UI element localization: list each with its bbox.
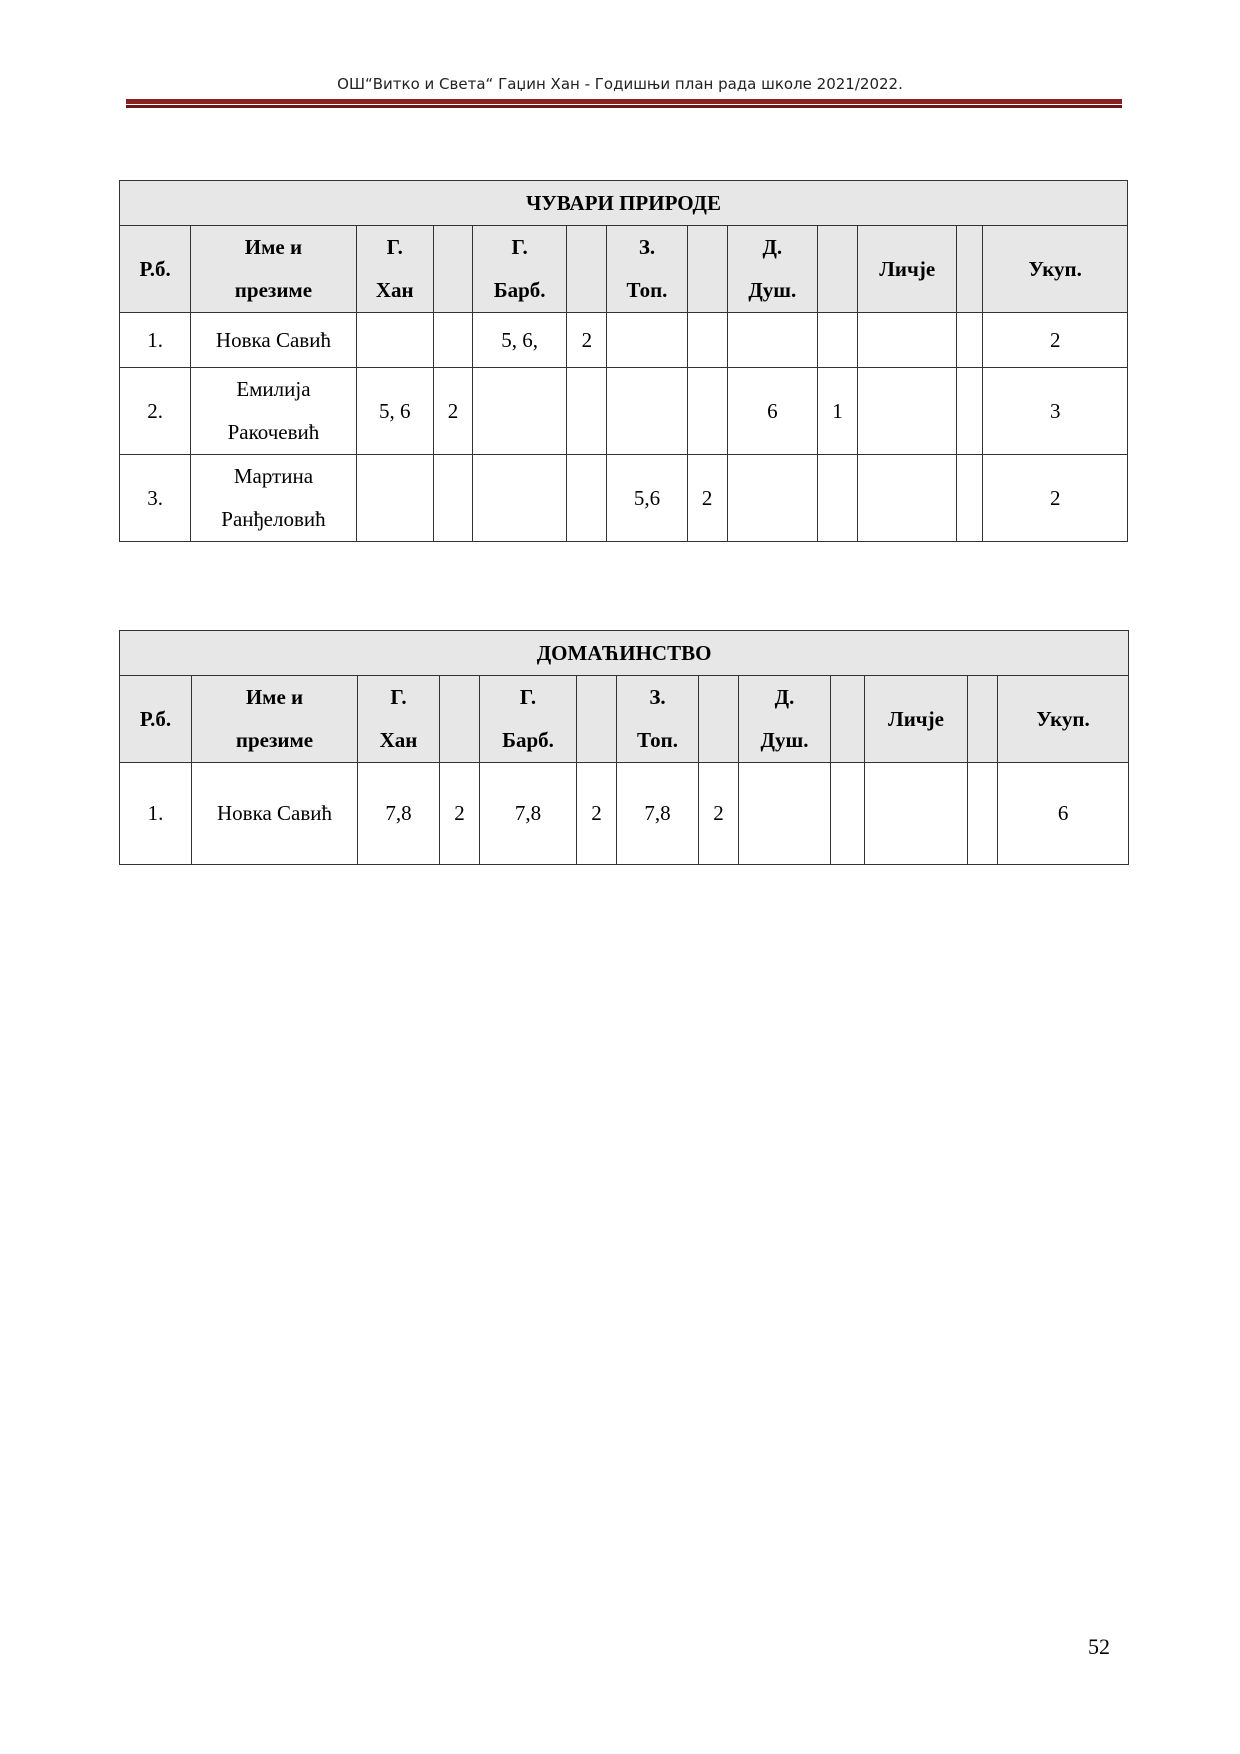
col-header-d-dush: Д. Душ. xyxy=(727,226,817,313)
cell-g-han-count: 2 xyxy=(440,763,480,865)
cell-ukup: 3 xyxy=(983,368,1128,455)
col-header-empty xyxy=(699,676,739,763)
cell-lichje-count xyxy=(957,368,983,455)
table-row xyxy=(120,455,1128,542)
header-rule-secondary xyxy=(126,105,1122,108)
col-header-empty xyxy=(968,676,998,763)
col-header-rb: Р.б. xyxy=(120,226,191,313)
col-header-name: Име и презиме xyxy=(192,676,358,763)
cell-g-barb-count: 2 xyxy=(567,313,607,368)
cell-d-dush xyxy=(727,455,817,542)
cell-rb: 1. xyxy=(120,313,191,368)
cell-ukup: 2 xyxy=(983,313,1128,368)
col-header-g-han: Г. Хан xyxy=(356,226,433,313)
table-header-row xyxy=(120,226,1128,313)
col-header-empty xyxy=(817,226,857,313)
col-header-empty xyxy=(440,676,480,763)
cell-ukup: 2 xyxy=(983,455,1128,542)
cell-z-top xyxy=(607,313,687,368)
cell-lichje-count xyxy=(957,313,983,368)
running-header: ОШ“Витко и Света“ Гаџин Хан - Годишњи план рада школе 2021/2022. xyxy=(337,75,903,93)
cell-z-top-count: 2 xyxy=(687,455,727,542)
cell-g-barb-count xyxy=(567,455,607,542)
cell-z-top-count xyxy=(687,368,727,455)
cell-rb: 1. xyxy=(120,763,192,865)
cell-z-top-count xyxy=(687,313,727,368)
col-header-g-barb: Г. Барб. xyxy=(473,226,567,313)
cell-g-han: 5, 6 xyxy=(356,368,433,455)
cell-g-barb-count xyxy=(567,368,607,455)
cell-lichje xyxy=(865,763,968,865)
cell-name: Емилија Ракочевић xyxy=(191,368,356,455)
col-header-ukup: Укуп. xyxy=(983,226,1128,313)
cell-name: Новка Савић xyxy=(192,763,358,865)
col-header-empty xyxy=(957,226,983,313)
col-header-empty xyxy=(577,676,617,763)
table-domacinstvo xyxy=(119,630,1129,865)
header-rule xyxy=(126,99,1122,104)
cell-lichje xyxy=(858,455,957,542)
col-header-z-top: З. Топ. xyxy=(617,676,699,763)
table-title: ДОМАЋИНСТВО xyxy=(120,631,1129,676)
table-chuvari-prirode xyxy=(119,180,1128,542)
cell-rb: 2. xyxy=(120,368,191,455)
cell-g-han-count: 2 xyxy=(433,368,472,455)
cell-g-han xyxy=(356,313,433,368)
cell-g-han-count xyxy=(433,455,472,542)
col-header-z-top: З. Топ. xyxy=(607,226,687,313)
cell-g-barb xyxy=(473,455,567,542)
cell-d-dush-count xyxy=(817,455,857,542)
cell-d-dush xyxy=(727,313,817,368)
cell-lichje-count xyxy=(957,455,983,542)
cell-ukup: 6 xyxy=(998,763,1129,865)
cell-d-dush xyxy=(739,763,831,865)
cell-z-top: 7,8 xyxy=(617,763,699,865)
cell-d-dush: 6 xyxy=(727,368,817,455)
cell-g-han xyxy=(356,455,433,542)
cell-g-han: 7,8 xyxy=(358,763,440,865)
cell-rb: 3. xyxy=(120,455,191,542)
cell-g-barb-count: 2 xyxy=(577,763,617,865)
col-header-lichje: Личје xyxy=(858,226,957,313)
col-header-d-dush: Д. Душ. xyxy=(739,676,831,763)
cell-lichje-count xyxy=(968,763,998,865)
cell-g-barb xyxy=(473,368,567,455)
cell-z-top-count: 2 xyxy=(699,763,739,865)
col-header-g-han: Г. Хан xyxy=(358,676,440,763)
col-header-empty xyxy=(687,226,727,313)
cell-name: Мартина Ранђеловић xyxy=(191,455,356,542)
col-header-rb: Р.б. xyxy=(120,676,192,763)
cell-lichje xyxy=(858,313,957,368)
cell-name: Новка Савић xyxy=(191,313,356,368)
cell-lichje xyxy=(858,368,957,455)
table-header-row xyxy=(120,676,1129,763)
cell-g-barb: 5, 6, xyxy=(473,313,567,368)
col-header-g-barb: Г. Барб. xyxy=(480,676,577,763)
table-row xyxy=(120,763,1129,865)
col-header-empty xyxy=(433,226,472,313)
cell-d-dush-count xyxy=(831,763,865,865)
col-header-empty xyxy=(567,226,607,313)
cell-g-han-count xyxy=(433,313,472,368)
col-header-lichje: Личје xyxy=(865,676,968,763)
cell-z-top xyxy=(607,368,687,455)
cell-g-barb: 7,8 xyxy=(480,763,577,865)
table-row xyxy=(120,313,1128,368)
col-header-empty xyxy=(831,676,865,763)
cell-d-dush-count: 1 xyxy=(817,368,857,455)
col-header-name: Име и презиме xyxy=(191,226,356,313)
col-header-ukup: Укуп. xyxy=(998,676,1129,763)
table-title: ЧУВАРИ ПРИРОДЕ xyxy=(120,181,1128,226)
page-number: 52 xyxy=(1088,1634,1110,1659)
cell-d-dush-count xyxy=(817,313,857,368)
cell-z-top: 5,6 xyxy=(607,455,687,542)
table-row xyxy=(120,368,1128,455)
